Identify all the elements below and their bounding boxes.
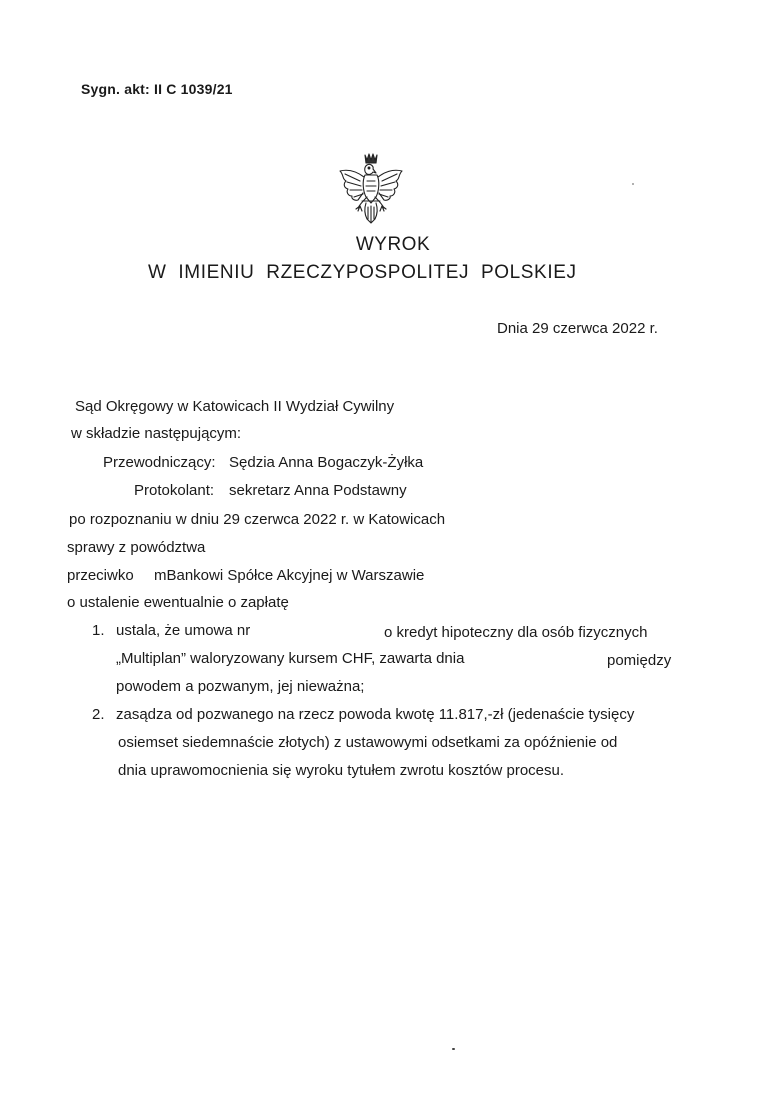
item-2-line-1: zasądza od pozwanego na rzecz powoda kwotę 11.817,-zł (jedenaście tysięcy (116, 706, 635, 723)
case-of-line: sprawy z powództwa (67, 539, 206, 556)
scan-speck (632, 183, 634, 185)
composition-line: w składzie następującym: (71, 425, 242, 442)
defendant-name: mBankowi Spółce Akcyjnej w Warszawie (154, 567, 425, 584)
item-1-line-1a: ustala, że umowa nr (116, 622, 251, 639)
presiding-judge: Sędzia Anna Bogaczyk-Żyłka (229, 454, 424, 471)
item-number: 1. (92, 622, 105, 639)
item-1-line-2a: „Multiplan” waloryzowany kursem CHF, zawarta dnia (116, 650, 465, 667)
item-1-line-1b: o kredyt hipoteczny dla osób fizycznych (384, 624, 648, 641)
item-2-line-3: dnia uprawomocnienia się wyroku tytułem zwrotu kosztów procesu. (118, 762, 565, 779)
item-1-line-2b: pomiędzy (607, 652, 672, 669)
item-number: 2. (92, 706, 105, 723)
scan-speck (452, 1048, 455, 1050)
judgment-title: WYROK (355, 234, 431, 255)
subject-line: o ustalenie ewentualnie o zapłatę (67, 594, 289, 611)
clerk-label: Protokolant: (134, 482, 215, 499)
item-1-line-3: powodem a pozwanym, jej nieważna; (116, 678, 365, 695)
item-2-line-2: osiemset siedemnaście złotych) z ustawowymi odsetkami za opóźnienie od (118, 734, 618, 751)
case-number: Sygn. akt: II C 1039/21 (81, 81, 233, 97)
hearing-line: po rozpoznaniu w dniu 29 czerwca 2022 r. w Katowicach (69, 511, 446, 528)
presiding-label: Przewodniczący: (103, 454, 216, 471)
court-name: Sąd Okręgowy w Katowicach II Wydział Cywilny (75, 398, 395, 415)
judgment-subtitle: W IMIENIU RZECZYPOSPOLITEJ POLSKIEJ (148, 262, 577, 283)
judgment-date: Dnia 29 czerwca 2022 r. (497, 320, 658, 337)
polish-eagle-emblem-icon (336, 151, 406, 231)
against-label: przeciwko (67, 567, 134, 584)
clerk-name: sekretarz Anna Podstawny (229, 482, 407, 499)
